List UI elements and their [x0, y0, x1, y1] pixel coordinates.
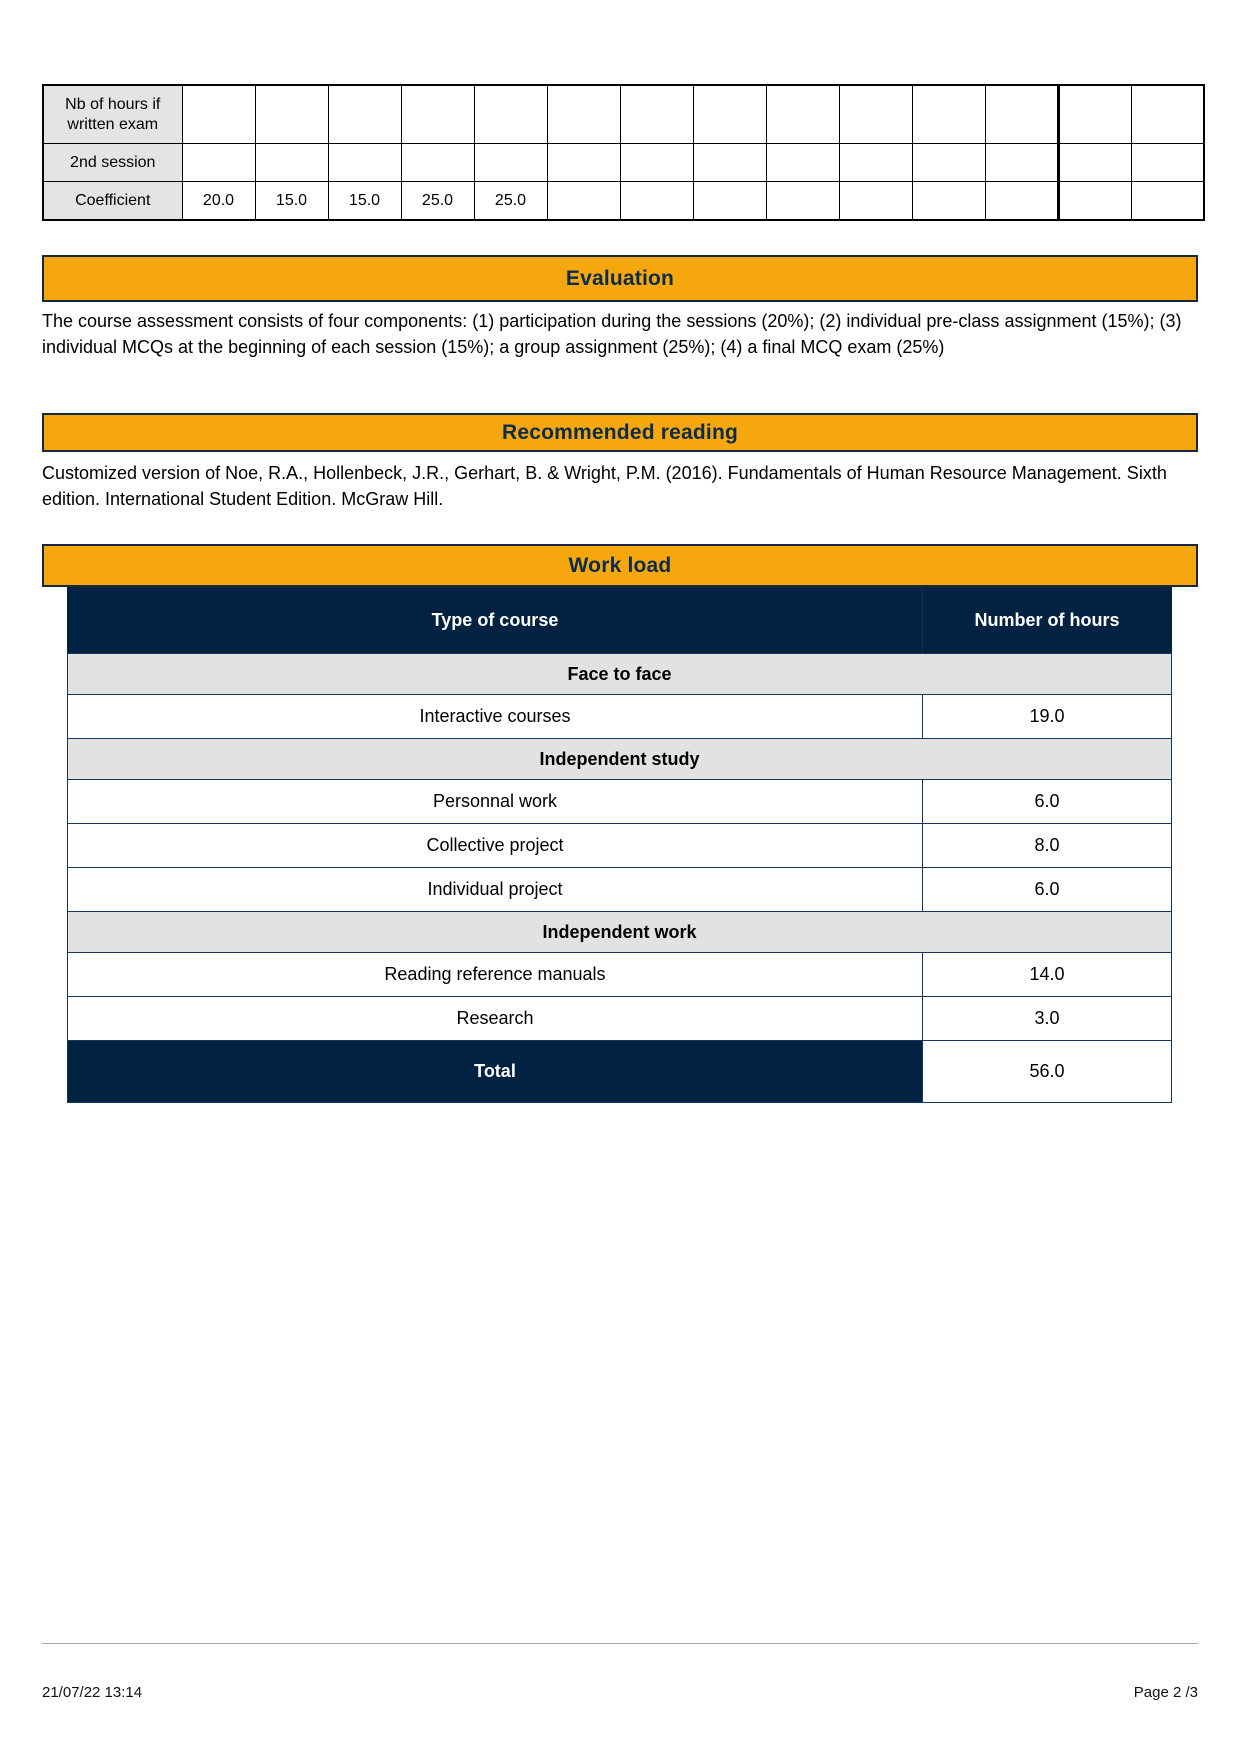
workload-total-row [68, 1041, 1172, 1103]
workload-data-row [68, 997, 1172, 1041]
sessions-table-row [43, 182, 1204, 221]
sessions-cell [182, 85, 255, 144]
sessions-cell: 15.0 [328, 182, 401, 221]
workload-data-row [68, 953, 1172, 997]
sessions-cell [912, 144, 985, 182]
workload-row-hours: 6.0 [923, 868, 1172, 912]
sessions-cell: 20.0 [182, 182, 255, 221]
sessions-table-row [43, 85, 1204, 144]
evaluation-title: Evaluation [565, 266, 675, 290]
recommended-reading-banner [42, 413, 1198, 452]
workload-col-type-of-course: Type of course [68, 588, 923, 654]
sessions-cell [547, 144, 620, 182]
sessions-cell [547, 85, 620, 144]
workload-data-row [68, 780, 1172, 824]
sessions-cell [766, 144, 839, 182]
sessions-cell [620, 144, 693, 182]
sessions-cell [182, 144, 255, 182]
workload-row-label: Collective project [68, 824, 923, 868]
sessions-row-label: Coefficient [43, 182, 182, 221]
sessions-cell [693, 85, 766, 144]
sessions-row-label: Nb of hours if written exam [43, 85, 182, 144]
workload-section-row [68, 654, 1172, 695]
sessions-cell [1131, 182, 1204, 221]
sessions-cell [1058, 182, 1131, 221]
workload-section-label: Independent work [68, 912, 1172, 953]
sessions-cell [474, 85, 547, 144]
workload-total-hours: 56.0 [923, 1041, 1172, 1103]
sessions-cell [912, 85, 985, 144]
sessions-table-row [43, 144, 1204, 182]
recommended-reading-title: Recommended reading [501, 420, 739, 444]
sessions-row-label: 2nd session [43, 144, 182, 182]
workload-total-label: Total [68, 1041, 923, 1103]
sessions-cell [620, 85, 693, 144]
workload-row-label: Research [68, 997, 923, 1041]
sessions-cell [1131, 144, 1204, 182]
footer-page-number: Page 2 /3 [1133, 1684, 1198, 1701]
workload-row-label: Reading reference manuals [68, 953, 923, 997]
sessions-cell [985, 85, 1058, 144]
sessions-cell [401, 144, 474, 182]
workload-row-hours: 14.0 [923, 953, 1172, 997]
workload-data-row [68, 868, 1172, 912]
workload-row-label: Individual project [68, 868, 923, 912]
sessions-cell [1131, 85, 1204, 144]
workload-section-label: Face to face [68, 654, 1172, 695]
workload-row-hours: 6.0 [923, 780, 1172, 824]
sessions-cell [255, 85, 328, 144]
workload-banner [42, 544, 1198, 587]
sessions-cell [766, 182, 839, 221]
footer-divider [42, 1643, 1198, 1644]
sessions-cell [985, 182, 1058, 221]
workload-col-number-of-hours: Number of hours [923, 588, 1172, 654]
workload-data-row [68, 695, 1172, 739]
sessions-cell [255, 144, 328, 182]
sessions-cell [839, 85, 912, 144]
workload-row-hours: 3.0 [923, 997, 1172, 1041]
workload-row-label: Interactive courses [68, 695, 923, 739]
workload-section-row [68, 912, 1172, 953]
sessions-cell [839, 182, 912, 221]
sessions-cell [620, 182, 693, 221]
evaluation-body: The course assessment consists of four components: (1) participation during the sessions (20%); (2) individual pre-class assignment (15%); (3) individual MCQs at the beginning of each session (15%); a group assignment (25%); (4) a final MCQ exam (25%) [42, 311, 1182, 357]
workload-data-row [68, 824, 1172, 868]
sessions-cell: 25.0 [401, 182, 474, 221]
sessions-cell [328, 144, 401, 182]
sessions-cell [547, 182, 620, 221]
workload-row-hours: 8.0 [923, 824, 1172, 868]
workload-table-body [68, 588, 1172, 1103]
sessions-cell: 25.0 [474, 182, 547, 221]
sessions-cell [1058, 144, 1131, 182]
sessions-cell [401, 85, 474, 144]
footer-datetime: 21/07/22 13:14 [42, 1684, 143, 1701]
evaluation-banner [42, 255, 1198, 302]
sessions-cell [985, 144, 1058, 182]
workload-section-row [68, 739, 1172, 780]
workload-title: Work load [568, 553, 672, 577]
workload-row-label: Personnal work [68, 780, 923, 824]
workload-header-row [68, 588, 1172, 654]
sessions-cell [912, 182, 985, 221]
sessions-cell [839, 144, 912, 182]
workload-section-label: Independent study [68, 739, 1172, 780]
sessions-cell [693, 182, 766, 221]
sessions-cell [693, 144, 766, 182]
sessions-cell: 15.0 [255, 182, 328, 221]
sessions-cell [766, 85, 839, 144]
recommended-reading-body: Customized version of Noe, R.A., Hollenbeck, J.R., Gerhart, B. & Wright, P.M. (2016). Fundamentals of Human Resource Management. Sixth edition. International Student Edition. McGraw Hill. [42, 463, 1167, 509]
sessions-table-body [43, 85, 1204, 220]
sessions-cell [328, 85, 401, 144]
sessions-table [42, 84, 1205, 221]
workload-table [67, 587, 1172, 1103]
sessions-cell [474, 144, 547, 182]
sessions-cell [1058, 85, 1131, 144]
workload-row-hours: 19.0 [923, 695, 1172, 739]
